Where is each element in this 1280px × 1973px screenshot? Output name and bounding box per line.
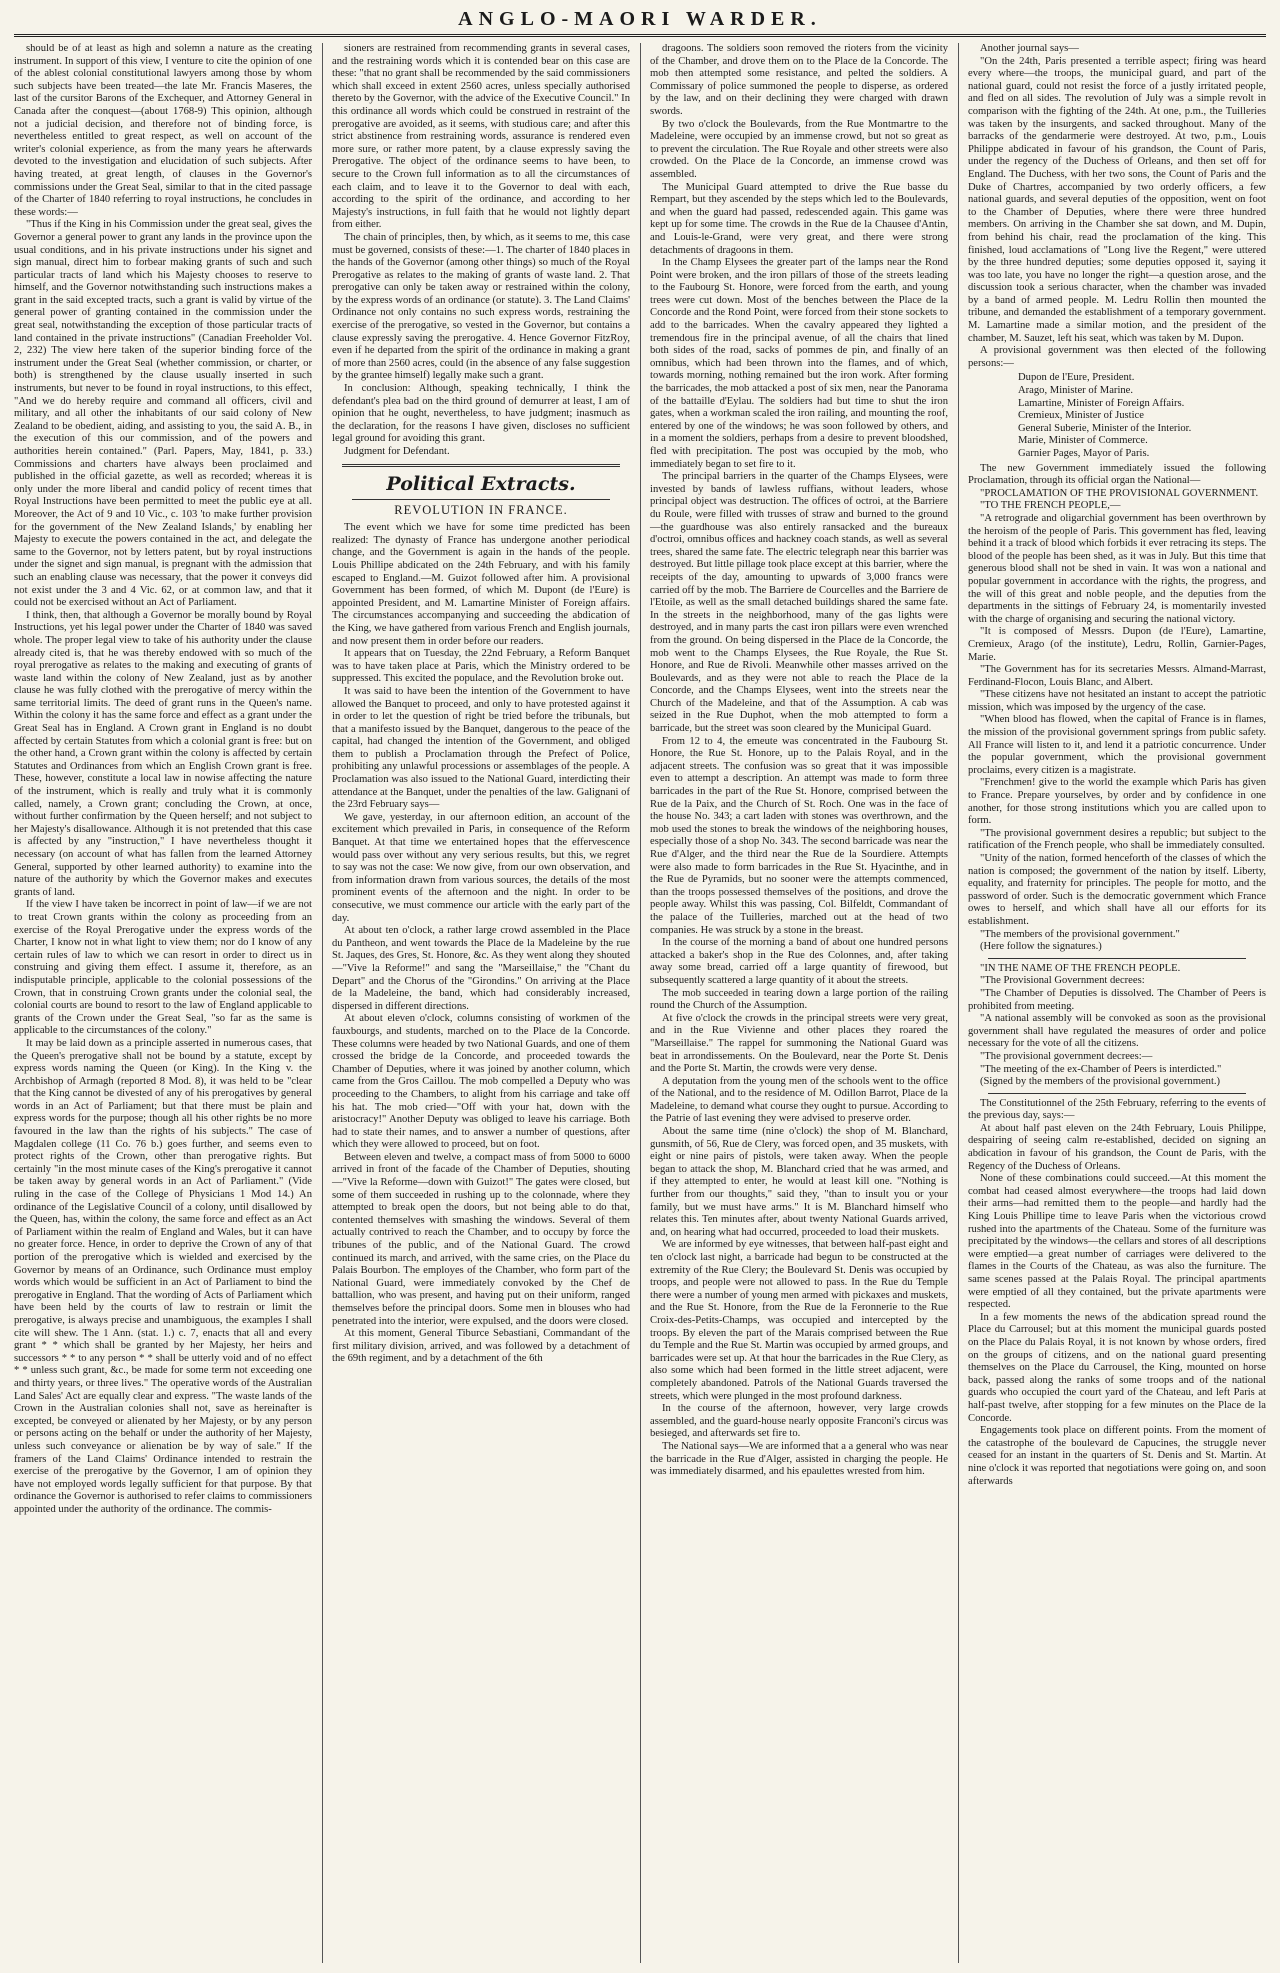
paragraph: At five o'clock the crowds in the principal streets were very great, and in the Rue Vivienne and other places they roared the "Marseillaise." The rappel for summoning the National Guard was beat in arrondissements. On the Boulevard, near the Porte St. Denis and the Porte St. Martin, the crowds were very dense. xyxy=(650,1012,948,1075)
paragraph: "The Government has for its secretaries Messrs. Almand-Marrast, Ferdinand-Flocon, Louis Blanc, and Albert. xyxy=(968,664,1266,688)
paragraph: In the Champ Elysees the greater part of the lamps near the Rond Point were broken, and the iron pillars of those of the streets leading to the Faubourg St. Honore, were forced from the earth, and young trees were cut down. Most of the benches between the Place de la Concorde and the Rond Point, were forced from their stone sockets to add to the barricades. When the cavalry appeared they lighted a tremendous fire in the principal avenue, of all the chairs that lined both sides of the road, sacks of pommes de pin, and finally of an omnibus, which had been thrown into the flames, and of which, towards morning, nothing remained but the iron work. After forming the barricades, the mob attacked a post of six men, near the Panorama of the battaille d'Eylau. The soldiers had but time to shut the iron gates, when a workman scaled the iron railing, and mounting the roof, entered by one of the windows; he was soon followed by others, and in a moment the soldiers, perhaps from a desire to prevent bloodshed, fled with precipitation. The post was occupied by the mob, who immediately began to set fire to it. xyxy=(650,257,948,470)
paragraph: We are informed by eye witnesses, that between half-past eight and ten o'clock last night, a barricade had begun to be constructed at the extremity of the Rue Clery; the Boulevard St. Denis was occupied by troops, and people were not allowed to pass. In the Rue du Temple there were a number of young men armed with pickaxes and muskets, and the Rue St. Honore, from the Rue de la Feronnerie to the Rue Croix-des-Petits-Champs, was occupied and intercepted by the troops. By eleven the part of the Marais comprised between the Rue du Temple and the Rue St. Martin was occupied by armed groups, and barricades were set up. At that hour the barricades in the Rue Clery, as also some which had been formed in the little street adjacent, were completely abandoned. Patrols of the National Guards traversed the streets, which were plunged in the most profound darkness. xyxy=(650,1239,948,1402)
paragraph: At about ten o'clock, a rather large crowd assembled in the Place du Pantheon, and went towards the Place de la Madeleine by the rue St. Jaques, des Gres, St. Honore, &c. As they went along they shouted—"Vive la Reforme!" and sang the "Marseillaise," the "Chant du Depart" and the Chorus of the "Girondins." On arriving at the Place de la Madeleine, the band, which had considerably increased, dispersed in different directions. xyxy=(332,925,630,1012)
paragraph: "These citizens have not hesitated an instant to accept the patriotic mission, which was imposed by the urgency of the case. xyxy=(968,689,1266,713)
member-entry: Marie, Minister of Commerce. xyxy=(1018,435,1148,447)
section-title: Political Extracts. xyxy=(386,472,576,495)
member-entry: Lamartine, Minister of Foreign Affairs. xyxy=(1018,397,1185,409)
column-2 xyxy=(322,43,630,1963)
paragraph: "It is composed of Messrs. Dupon (de l'Eure), Lamartine, Cremieux, Arago (of the institute), Ledru, Rollin, Garnier-Pages, Marie. xyxy=(968,626,1266,663)
judgment-line: Judgment for Defendant. xyxy=(344,446,450,457)
paragraph: "The meeting of the ex-Chamber of Peers is interdicted." xyxy=(980,1063,1222,1075)
paragraph: A provisional government was then elected of the following persons:— xyxy=(968,345,1266,369)
paragraph: "A national assembly will be convoked as soon as the provisional government shall have regulated the measures of order and police necessary for the vote of all the citizens. xyxy=(968,1013,1266,1050)
member-entry: Arago, Minister of Marine. xyxy=(1018,385,1134,397)
proclamation xyxy=(968,463,1266,954)
paragraph: "PROCLAMATION OF THE PROVISIONAL GOVERNMENT. xyxy=(980,487,1259,499)
paragraph: A deputation from the young men of the schools went to the office of the National, and to the residence of M. Odillon Barrot, Place de la Madeleine, to demand what course they ought to pursue. According to the Patrie of last evening they were advised to preserve order. xyxy=(650,1075,948,1125)
article-body xyxy=(332,522,630,1366)
columns xyxy=(14,43,1266,1963)
paragraph: "When blood has flowed, when the capital of France is in flames, the mission of the provisional government springs from public safety. All France will listen to it, and lend it a patriotic concurrence. Under the popular government, which the provisional government proclaims, every citizen is a magistrate. xyxy=(968,714,1266,776)
paragraph: should be of at least as high and solemn a nature as the creating instrument. In support of this view, I venture to cite the opinion of one of the ablest colonial constitutional lawyers among those by whom such subjects have been treated—the late Mr. Francis Maseres, the last of the cursitor Barons of the Exchequer, and Attorney General in Canada after the conquest—(about 1768-9) This opinion, although not a judicial decision, and therefore not of binding force, is nevertheless entitled to great respect, as well on account of the writer's colonial experience, as from the many years he afterwards devoted to the investigation and elucidation of such subjects. After having treated, at great length, of clauses in the Governor's commissions under the Great Seal, similar to that in the cited passage of the Charter of 1840 referring to royal instructions, he concludes in these words:— xyxy=(14,43,312,218)
paragraph: At this moment, General Tiburce Sebastiani, Commandant of the first military division, arrived, and was followed by a detachment of the 69th regiment, and by a detachment of the 6th xyxy=(332,1328,630,1365)
paragraph: "The Chamber of Deputies is dissolved. The Chamber of Peers is prohibited from meeting. xyxy=(968,987,1266,1012)
paragraph: In the course of the afternoon, however, very large crowds assembled, and the guard-house nearly opposite Franconi's circus was besieged, and afterwards set fire to. xyxy=(650,1403,948,1440)
paragraph: It may be laid down as a principle asserted in numerous cases, that the Queen's prerogative shall not be bound by a statute, except by express words naming the Queen (or King). In the King v. the Archbishop of Armagh (reported 8 Mod. 8), it was held to be "clear that the King cannot be divested of any of his prerogatives by general words in an Act of Parliament; but that there must be plain and express words for the purpose; though all his other rights be no more favoured in the law than the rights of his subjects." The case of Magdalen college (11 Co. 76 b.) goes further, and seems even to protect rights of the Crown, other than prerogative rights. But certainly "in the most minute cases of the King's prerogative it cannot be taken away by general words in an Act of Parliament." (Vide ruling in the case of the College of Physicians 1 Mod 14.) An ordinance of the Legislative Council of a colony, until disallowed by the Queen, has, within the colony, the same force and effect as an Act of Parliament within the realm of England and Wales, but it can have no greater force. Hence, in order to deprive the Crown of any of that portion of the prerogative which is wielded and exercised by the Governor by means of an Ordinance, such Ordinance must employ words which would be sufficient in an Act of Parliament to bind the prerogative in England. That the wording of Acts of Parliament which have been held by the courts of law to restrain or limit the prerogative, is always precise and unambiguous, the examples I shall cite will shew. The 1 Ann. (stat. 1.) c. 7, enacts that all and every grant * * which shall be granted by her Majesty, her heirs and successors * * to any person * * shall be utterly void and of no effect * * unless such grant, &c., be made for some term not exceeding one and thirty years, or three lives." The operative words of the Australian Land Sales' Act are equally clear and express. "The waste lands of the Crown in the Australian colonies shall not, save as hereinafter is excepted, be conveyed or alienated by her Majesty, or by any person or persons acting on the behalf or under the authority of her Majesty, unless such conveyance or alienation be by way of sale." If the framers of the Land Claims' Ordinance intended to restrain the exercise of the prerogative by the Governor, I am of opinion they have not employed words legally sufficient for that purpose. By that ordinance the Governor is authorised to refer claims to commissioners appointed under the authority of the ordinance. The commis- xyxy=(14,1037,312,1515)
paragraph: "TO THE FRENCH PEOPLE,— xyxy=(980,500,1121,512)
paragraph: "Unity of the nation, formed henceforth of the classes of which the nation is composed; the government of the nation by itself. Liberty, equality, and fraternity for principles. The people for motto, and the password of order. Such is the democratic government which France owes to herself, and which shall have all our efforts for its establishment. xyxy=(968,853,1266,927)
paragraph: At about half past eleven on the 24th February, Louis Philippe, despairing of seeing calm re-established, decided on signing an abdication in favour of his grandson, the Count de Paris, with the Regency of the Duchess of Orleans. xyxy=(968,1122,1266,1172)
column-1 xyxy=(14,43,312,1963)
paragraph: We gave, yesterday, in our afternoon edition, an account of the excitement which prevailed in Paris, in consequence of the Reform Banquet. At that time we entertained hopes that the effervescence would pass over without any very serious results, but this, we regret to say was not the case: We now give, from our own observation, and from information drawn from various sources, the details of the most prominent events of the afternoon and the night. In order to be consecutive, we must commence our article with the early part of the day. xyxy=(332,811,630,924)
article-title: REVOLUTION IN FRANCE. xyxy=(394,502,568,517)
paragraph: The National says—We are informed that a a general who was near the barricade in the Rue d'Alger, assisted in charging the people. He was immediately disarmed, and his epaulettes wrested from him. xyxy=(650,1440,948,1478)
paragraph: dragoons. The soldiers soon removed the rioters from the vicinity of the Chamber, and drove them on to the Place de la Concorde. The mob then attempted some resistance, and pelted the soldiers. A Commissary of police summoned the people to disperse, as ordered by the law, and on their declining they were charged with drawn swords. xyxy=(650,43,948,117)
constitutionnel-extract xyxy=(968,1098,1266,1488)
member-entry: Dupon de l'Eure, President. xyxy=(1018,372,1135,384)
paragraph: The new Government immediately issued the following Proclamation, through its official organ the National— xyxy=(968,462,1266,487)
paragraph: "The provisional government decrees:— xyxy=(980,1050,1153,1062)
paragraph: About the same time (nine o'clock) the shop of M. Blanchard, gunsmith, of 56, Rue de Clery, was forced open, and 35 muskets, with eight or nine pairs of pistols, were taken away. When the people began to attack the shop, M. Blanchard cried that he was armed, and if they attempted to enter, he would at least kill one. "Nothing is further from our thoughts," said they, "than to insult you or your family, but we must have arms." It is M. Blanchard himself who relates this. Ten minutes after, about twenty National Guards arrived, and, on hearing what had occurred, proceeded to load their muskets. xyxy=(650,1126,948,1238)
legal-judgment-continued xyxy=(332,43,630,446)
decree-rule xyxy=(988,1093,1246,1094)
paragraph: "Frenchmen! give to the world the example which Paris has given to France. Prepare yourselves, by order and by confidence in one another, for those strong institutions which you are called upon to form. xyxy=(968,777,1266,827)
paragraph: "A retrograde and oligarchial government has been overthrown by the heroism of the people of Paris. This government has fled, leaving behind it a track of blood which forbids it ever retracing its steps. The blood of the people has been shed, as it was in July. But this time that generous blood shall not be shed in vain. It was won a national and popular government in accordance with the rights, the progress, and the will of this great and noble people, and the deputies from the departments in the sittings of February 24, is momentarily invested with the charge of organising and securing the national victory. xyxy=(968,512,1266,625)
member-entry: Garnier Pages, Mayor of Paris. xyxy=(1018,448,1150,459)
masthead-rule xyxy=(14,34,1266,37)
member-entry: Cremieux, Minister of Justice xyxy=(1018,410,1144,422)
paragraph: The Municipal Guard attempted to drive the Rue basse du Rempart, but they ascended by the steps which led to the Boulevards, and when the guard had passed, redescended again. This game was kept up for some time. The crowds in the Rue de la Chausee d'Antin, and Louis-le-Grand, were very great, and there were strong detachments of dragoons in them. xyxy=(650,181,948,256)
section-title-rule xyxy=(352,499,610,500)
member-entry: General Suberie, Minister of the Interior. xyxy=(1018,422,1192,434)
paragraph: By two o'clock the Boulevards, from the Rue Montmartre to the Madeleine, were occupied by an immense crowd, but not so great as to prevent the circulation. The Rue Royale and other streets were also crowded. On the Place de la Concorde, an immense crowd was assembled. xyxy=(650,118,948,180)
paragraph: sioners are restrained from recommending grants in several cases, and the restraining words which it is contended bear on this case are these: "that no grant shall be recommended by the said commissioners which shall exceed in extent 2560 acres, unless specially authorised thereto by the Governor, with the advice of the Executive Council." In this ordinance all words which could be construed in restraint of the prerogative are avoided, as it seems, with studious care; and after this strict abstinence from restraining words, assurance is rendered even more sure, or rather more patent, by a clause expressly saving the Prerogative. The object of the ordinance seems to have been, to secure to the Crown full information as to all the circumstances of each claim, and to leave it to the Governor to deal with each, according to the spirit of the ordinance, and according to her Majesty's instructions, in full faith that he would not lightly depart from either. xyxy=(332,43,630,231)
paragraph: The event which we have for some time predicted has been realized: The dynasty of France has undergone another periodical change, and the Government is again in the hands of the people. Louis Phillipe abdicated on the 24th February, and with his family escaped to England.—M. Guizot followed after him. A provisional Government has been formed, of which M. Dupont (de l'Eure) is appointed President, and M. Lamartine Minister of Foreign affairs. The circumstances accompanying and succeeding the abdication of the King, we have gathered from various French and English journals, and now present them in order before our readers. xyxy=(332,522,630,647)
paragraph: Engagements took place on different points. From the moment of the catastrophe of the boulevard de Capucines, the struggle never ceased for an instant in the quarters of St. Denis and St. Martin. At nine o'clock it was reported that negotiations were going on, and soon afterwards xyxy=(968,1425,1266,1487)
paragraph: Between eleven and twelve, a compact mass of from 5000 to 6000 arrived in front of the facade of the Chamber of Deputies, shouting—"Vive la Reforme—down with Guizot!" The gates were closed, but some of them succeeded in rushing up to the colonnade, where they attempted to break open the doors, but not being able to do that, contented themselves with smashing the windows. Several of them actually contrived to reach the Chamber, and to occupy by force the tribunes of the public, and of the National Guard. The crowd continued its march, and arrived, with the same cries, on the Place du Palais Bourbon. The employes of the Chamber, who form part of the National Guard, were immediately convoked by the Chef de battallion, who was present, and having put on their uniform, ranged themselves before the principal doors. Some men in blouses who had penetrated into the interior, were expulsed, and the doors were closed. xyxy=(332,1151,630,1327)
paragraph: The mob succeeded in tearing down a large portion of the railing round the Church of the Assumption. xyxy=(650,987,948,1012)
paragraph: (Here follow the signatures.) xyxy=(980,941,1102,953)
paragraph: I think, then, that although a Governor be morally bound by Royal Instructions, yet his legal power under the Charter of 1840 was saved whole. The proper legal view to take of his authority under the clause already cited is, that he was thereby endowed with so much of the royal prerogative as relates to the making and executing of grants of waste land within the colony of New Zealand, just as by another clause he was fully clothed with the prerogative of mercy within the same territorial limits. The deed of grant runs in the Queen's name. Within the colony it has the same force and effect as a grant under the Great Seal has in England. A Crown grant in England is no doubt affected by certain Statutes from which a colonial grant is free: but on the other hand, a Crown grant within the colony is affected by certain Statutes and Ordinances from which an English Crown grant is free. These, however, constitute a local law in nowise affecting the nature of the instrument, which is really and truly what it is commonly called, namely, a Crown grant; concluding the Crown, at once, without further confirmation by the Queen herself; and not subject to her Majesty's disallowance. Although it is not pretended that this case is affected by any "instruction," I have nevertheless thought it necessary (on account of what has fallen from the learned Attorney General, supported by other learned authority) to examine into the nature of the authority by which the Governor makes and executes grants of land. xyxy=(14,609,312,898)
paragraph: None of these combinations could succeed.—At this moment the combat had ceased almost everywhere—the troops had laid down their arms—had remitted them to the people—and hardly had the King Louis Phillipe time to leave Paris when the victorious crowd rushed into the apartments of the Chateau. Some of the furniture was precipitated by the windows—the cellars and stores of all descriptions were emptied—a great number of carriages were delivered to the flames in the Courts of the Chateau, as was also the furniture. The same scenes passed at the Palais Royal. The principal apartments were emptied of all they contained, but the private apartments were respected. xyxy=(968,1173,1266,1311)
paragraph: In the course of the morning a band of about one hundred persons attacked a baker's shop in the Rue des Colonnes, and, after taking away some bread, carried off a large quantity of firewood, but subsequently scattered a large quantity of it about the streets. xyxy=(650,937,948,986)
paragraph: "Thus if the King in his Commission under the great seal, gives the Governor a general power to grant any lands in the province upon the usual conditions, and in his private instructions under his signet and sign manual, direct him to forbear making grants of such and such particular tracts of land which his Majesty chooses to reserve to himself, and the Governor notwithstanding such instructions makes a grant in the said excepted tracts, such a grant is valid by virtue of the general power of granting contained in the commission under the great seal, notwithstanding the exception of those particular tracts of land contained in the private instructions" (Canadian Freeholder Vol. 2, 232) The view here taken of the superior binding force of the instrument under the Great Seal (whether commission, or charter, or both) is strengthened by the clause usually inserted in such instruments, but never to be found in royal instructions, to this effect, "And we do hereby require and command all officers, civil and military, and all other the inhabitants of our said colony of New Zealand to be obedient, aiding, and assisting to you, the said A. B., in the execution of this our commission, and of the powers and authorities herein contained." (Parl. Papers, May, 1841, p. 33.) Commissions and charters have always been proclaimed and published in the official gazette, as well as recorded; whereas it is only under the more liberal and candid policy of recent times that Royal Instructions have been permitted to meet the public eye at all. Moreover, the Act of 9 and 10 Vic., c. 103 'to make further provision for the government of the New Zealand Islands,' by enabling her Majesty to execute the powers contained in the act, and delegate the same to the Governor, not by letters patent, but by royal instructions under the signet and sign manual, is pregnant with the admission that such an enabling clause was necessary, that the power it conveys did not exist under the 3 and 4 Vic. 62, or at common law, and that it could not be exercised without an Act of Parliament. xyxy=(14,219,312,609)
article-continued xyxy=(968,43,1266,370)
paragraph: In conclusion: Although, speaking technically, I think the defendant's plea bad on the third ground of demurrer at least, I am of opinion that he ought, nevertheless, to have judgment; inasmuch as the declaration, for the reasons I have given, discloses no sufficient legal ground for avoiding this grant. xyxy=(332,383,630,445)
government-members-list xyxy=(968,372,1266,460)
paragraph: The Constitutionnel of the 25th February, referring to the events of the previous day, says:— xyxy=(968,1097,1266,1122)
paragraph: "The Provisional Government decrees: xyxy=(980,975,1145,987)
paragraph: "The members of the provisional government." xyxy=(980,928,1180,940)
paragraph: The principal barriers in the quarter of the Champs Elysees, were invested by bands of lawless ruffians, without leaders, whose principal object was destruction. The offices of octroi, at the Barriere du Roule, were filled with trusses of straw and burned to the ground—the guardhouse was also entirely ransacked and the bureaux d'octroi, omnibus offices and hackney coach stands, as well as several trees, shared the same fate. The electric telegraph near this barrier was destroyed. But little pillage took place except at this barrier, where the receipts of the day, amounting to upwards of 3,000 francs were carried off by the mob. The Barriere de Courcelles and the Barriere de l'Etoile, as well as the small detached buildings shared the same fate. In the streets in the neighborhood, many of the gas lights were destroyed, and in many parts the cast iron pillars were even wrenched from the ground. On being dispersed in the Place de la Concorde, the mob went to the Champs Elysees, the Rue Royale, the Rue St. Honore, and Rue de Rivoli. Meanwhile other masses arrived on the Boulevards, and as they were not able to reach the Place de la Concorde, and the Champs Elysees, went into the streets near the Church of the Madeleine, and that of the Assumption. A cab was seized in the Rue Duphot, when the mob attempted to form a barricade, but the street was soon cleared by the Municipal Guard. xyxy=(650,471,948,735)
paragraph: If the view I have taken be incorrect in point of law—if we are not to treat Crown grants within the colony as proceeding from an exercise of the Royal Prerogative under the express words of the Charter, I know not in what light to view them; nor do I know of any certain rules of law to which we can resort in order to direct us in construing and giving them effect. I assume it, therefore, as an indisputable principle, applicable to the colonial possessions of the Crown, that in construing Crown grants under the colonial seal, the colonial courts are bound to resort to the law of England applicable to grants of the Crown under the Great Seal, "so far as the same is applicable to the circumstances of the colony." xyxy=(14,899,312,1037)
paragraph: From 12 to 4, the emeute was concentrated in the Faubourg St. Honore, the Rue St. Honore, up to the Palais Royal, and in the adjacent streets. The confusion was so great that it was impossible even to attempt a description. An attempt was made to form three barricades in the part of the Rue St. Honore, comprised between the Rue de la Paix, and the Church of St. Roch. One was in the face of the house No. 343; a cart laden with stones was overthrown, and the mob used the stones to break the windows of the neighboring houses, especially those of a shop No. 343. The second barricade was near the Rue d'Alger, and the third near the Rue de la Sourdiere. Attempts were also made to form barricades in the Rue St. Hyacinthe, and in the Rue de Pyramids, but no sooner were the attempts commenced, than the troops possessed themselves of the positions, and drove the people away. Whilst this was passing, Col. Bilfeldt, Commandant of the palace of the Tuilleries, marched out at the head of two companies. He was struck by a stone in the breast. xyxy=(650,735,948,936)
column-3 xyxy=(640,43,948,1963)
paragraph: It was said to have been the intention of the Government to have allowed the Banquet to proceed, and only to have protested against it in order to let the question of right be tried before the tribunals, but that a manifesto issued by the Banquet, dangerous to the peace of the capital, had changed the intention of the Government, and obliged them to publish a Proclamation through the Prefect of Police, prohibiting any unlawful processions or assemblages of the people. A Proclamation was also issued to the National Guard, interdicting their attendance at the Banquet, under the penalties of the law. Galignani of the 23rd February says— xyxy=(332,685,630,811)
paragraph: It appears that on Tuesday, the 22nd February, a Reform Banquet was to have taken place at Paris, which the Ministry ordered to be suppressed. This excited the populace, and the Revolution broke out. xyxy=(332,648,630,685)
decree xyxy=(968,963,1266,1089)
section-rule xyxy=(342,464,620,467)
paragraph: The chain of principles, then, by which, as it seems to me, this case must be governed, consists of these:—1. The charter of 1840 places in the hands of the Governor (among other things) so much of the Royal Prerogative as relates to the making of grants of waste land. 2. That prerogative can only be taken away or restrained within the colony, by the express words of an ordinance (or statute). 3. The Land Claims' Ordinance not only contains no such express words, restraining the exercise of the prerogative, so vested in the Governor, but contains a clause expressly saving the prerogative. 4. Hence Governor FitzRoy, even if he departed from the spirit of the ordinance in making a grant of more than 2560 acres, could (in the absence of any false suggestion by the grantee himself) legally make such a grant. xyxy=(332,231,630,382)
masthead-title: ANGLO-MAORI WARDER. xyxy=(458,8,822,30)
proclamation-rule xyxy=(988,958,1246,959)
paragraph: At about eleven o'clock, columns consisting of workmen of the fauxbourgs, and students, marched on to the Place de la Concorde. These columns were headed by two National Guards, and one of them crossed the bridge de la Concorde, and proceeded towards the Chamber of Deputies, where it was joined by another column, which came from the Gros Caillou. The mob compelled a Deputy who was proceeding to the Chambers, to alight from his carriage and take off his hat. The mob cried—"Off with your hat, down with the aristocracy!" Another Deputy was obliged to leave his carriage. Both had to state their names, and to answer a number of questions, after which they were allowed to proceed, but on foot. xyxy=(332,1013,630,1151)
paragraph: "IN THE NAME OF THE FRENCH PEOPLE. xyxy=(980,962,1181,974)
paragraph: "The provisional government desires a republic; but subject to the ratification of the French people, who shall be immediately consulted. xyxy=(968,827,1266,852)
column-4 xyxy=(958,43,1266,1963)
paragraph: Another journal says— xyxy=(980,43,1079,54)
paragraph: In a few moments the news of the abdication spread round the Place du Carrousel; but at this moment the municipal guards posted on the Place du Palais Royal, it is not known by whose orders, fired on the groups of citizens, and on the national guard presenting themselves on the Place du Carrousel, the King, mounted on horse back, passed along the ranks of some troops and of the national guards who occupied the court yard of the Chateau, and left Paris at half-past twelve, after stopping for a few minutes on the Place de la Concorde. xyxy=(968,1311,1266,1424)
paragraph: (Signed by the members of the provisional government.) xyxy=(980,1076,1221,1088)
paragraph: "On the 24th, Paris presented a terrible aspect; firing was heard every where—the troops, the municipal guard, and part of the national guard, could not resist the force of a justly irritated people, and fled on all sides. The revolution of July was a simple revolt in comparison with the fighting of the 24th. At one, p.m., the Tuilleries was taken by the insurgents, and sacked throughout. Many of the barracks of the gendarmerie were destroyed. At two, p.m., Louis Philippe abdicated in favour of his grandson, the Count of Paris, under the regency of the Duchess of Orleans, and then set off for England. The Duchess, with her two sons, the Count of Paris and the Duke of Chartres, accompanied by two orderly officers, a few national guards, and several deputies of the opposition, went on foot to the Chamber of Deputies, where there were three hundred members. On arriving in the Chamber she sat down, and M. Dupin, from behind his chair, read the proclamation of the king. This finished, loud acclamations of "Long live the Regent," were uttered by the three hundred deputies; some deputies opposed it, saying it was too late, you have no longer the right—a question arose, and the discussion took a serious character, when the chamber was invaded by a band of armed people. M. Ledru Rollin then mounted the tribune, and demanded the establishment of a temporary government. M. Lamartine made a similar motion, and the president of the chamber, M. Sauzet, left his seat, which was taken by M. Dupon. xyxy=(968,55,1266,344)
